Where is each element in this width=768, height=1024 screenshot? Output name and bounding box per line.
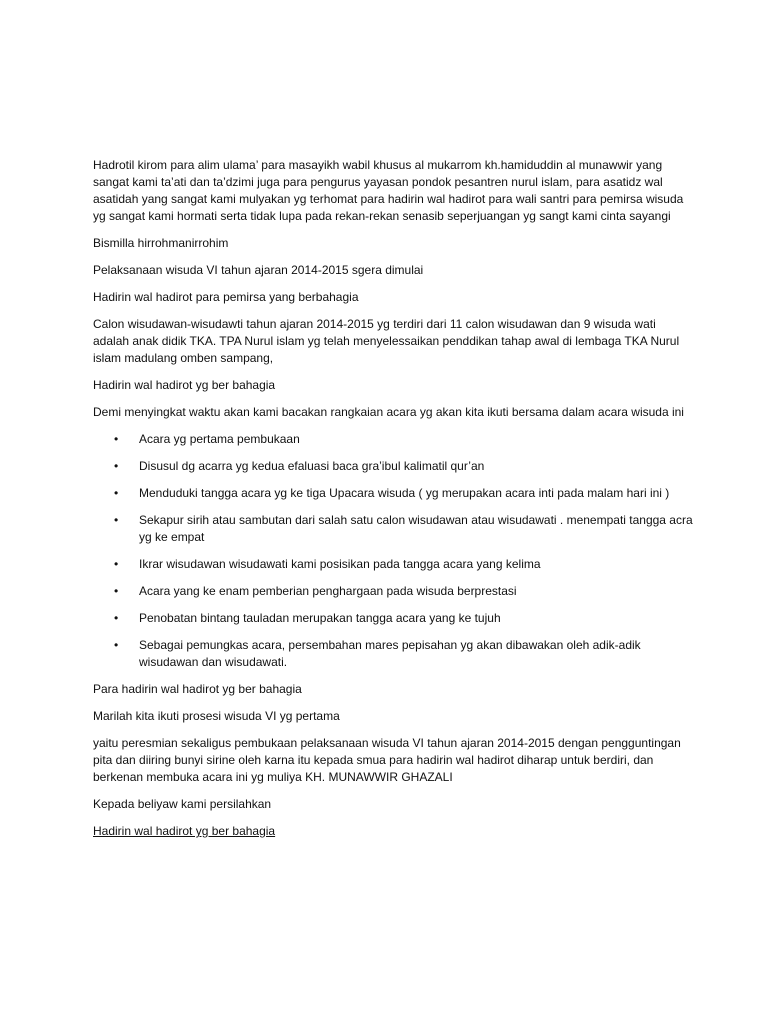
paragraph-opening: Pelaksanaan wisuda VI tahun ajaran 2014-2015 sgera dimulai [93, 263, 424, 277]
list-item [93, 556, 693, 573]
document-body [93, 101, 693, 850]
paragraph-procession: Marilah kita ikuti prosesi wisuda VI yg pertama [93, 709, 340, 723]
bullet-icon: • [114, 432, 119, 446]
bullet-icon: • [114, 557, 119, 571]
agenda-item-text: Acara yang ke enam pemberian penghargaan pada wisuda berprestasi [139, 584, 517, 598]
arabic-opening [93, 129, 693, 145]
agenda-item-text: Acara yg pertama pembukaan [139, 432, 300, 446]
paragraph-address-4: Hadirin wal hadirot yg ber bahagia [93, 824, 276, 838]
arabic-salam [93, 101, 243, 117]
paragraph-bismillah: Bismilla hirrohmanirrohim [93, 236, 229, 250]
agenda-item-text: Sebagai pemungkas acara, persembahan mares pepisahan yg akan dibawakan oleh adik-adik wisudawan dan wisudawati. [139, 638, 641, 669]
paragraph-address-2: Hadirin wal hadirot yg ber bahagia [93, 378, 276, 392]
bullet-icon: • [114, 611, 119, 625]
agenda-item-text: Penobatan bintang tauladan merupakan tangga acara yang ke tujuh [139, 611, 501, 625]
list-item [93, 485, 693, 502]
agenda-item-text: Menduduki tangga acara yg ke tiga Upacara wisuda ( yg merupakan acara inti pada malam hari ini ) [139, 486, 670, 500]
bullet-icon: • [114, 459, 119, 473]
paragraph-address-1: Hadirin wal hadirot para pemirsa yang berbahagia [93, 290, 359, 304]
paragraph-candidates: Calon wisudawan-wisudawti tahun ajaran 2014-2015 yg terdiri dari 11 calon wisudawan dan 9 wisuda wati adalah anak didik TKA. TPA Nurul islam yg telah menyelessaikan penddikan tahap awal di lembaga TKA Nurul islam madulang omben sampang, [93, 317, 680, 365]
paragraph-invitation: Kepada beliyaw kami persilahkan [93, 797, 272, 811]
paragraph-agenda-intro: Demi menyingkat waktu akan kami bacakan rangkaian acara yg akan kita ikuti bersama dalam acara wisuda ini [93, 405, 684, 419]
bullet-icon: • [114, 486, 119, 500]
paragraph-inauguration: yaitu peresmian sekaligus pembukaan pelaksanaan wisuda VI tahun ajaran 2014-2015 dengan pengguntingan pita dan diiring bunyi sirine oleh karna itu kepada smua para hadirin wal hadirot diharap untuk berdiri, dan berkenan membuka acara ini yg muliya KH. MUNAWWIR GHAZALI [93, 736, 681, 784]
list-item [93, 610, 693, 627]
bullet-icon: • [114, 584, 119, 598]
bullet-icon: • [114, 513, 119, 527]
paragraph-address-3: Para hadirin wal hadirot yg ber bahagia [93, 682, 302, 696]
agenda-item-text: Disusul dg acarra yg kedua efaluasi baca gra’ibul kalimatil qur’an [139, 459, 485, 473]
list-item [93, 637, 693, 671]
agenda-item-text: Sekapur sirih atau sambutan dari salah satu calon wisudawan atau wisudawati . menempati tangga acra yg ke empat [139, 513, 693, 544]
bullet-icon: • [114, 638, 119, 652]
agenda-list [93, 431, 693, 671]
list-item [93, 512, 693, 546]
agenda-item-text: Ikrar wisudawan wisudawati kami posisikan pada tangga acara yang kelima [139, 557, 541, 571]
list-item [93, 458, 693, 475]
list-item [93, 583, 693, 600]
list-item [93, 431, 693, 448]
paragraph-greeting: Hadrotil kirom para alim ulama’ para masayikh wabil khusus al mukarrom kh.hamiduddin al munawwir yang sangat kami ta’ati dan ta’dzimi juga para pengurus yayasan pondok pesantren nurul islam, para asatidz wal asatidah yang sangat kami mulyakan yg terhomat para hadirin wal hadirot para wali santri para pemirsa wisuda yg sangat kami hormati serta tidak lupa pada rekan-rekan senasib seperjuangan yg sangt kami cinta sayangi [93, 158, 684, 223]
